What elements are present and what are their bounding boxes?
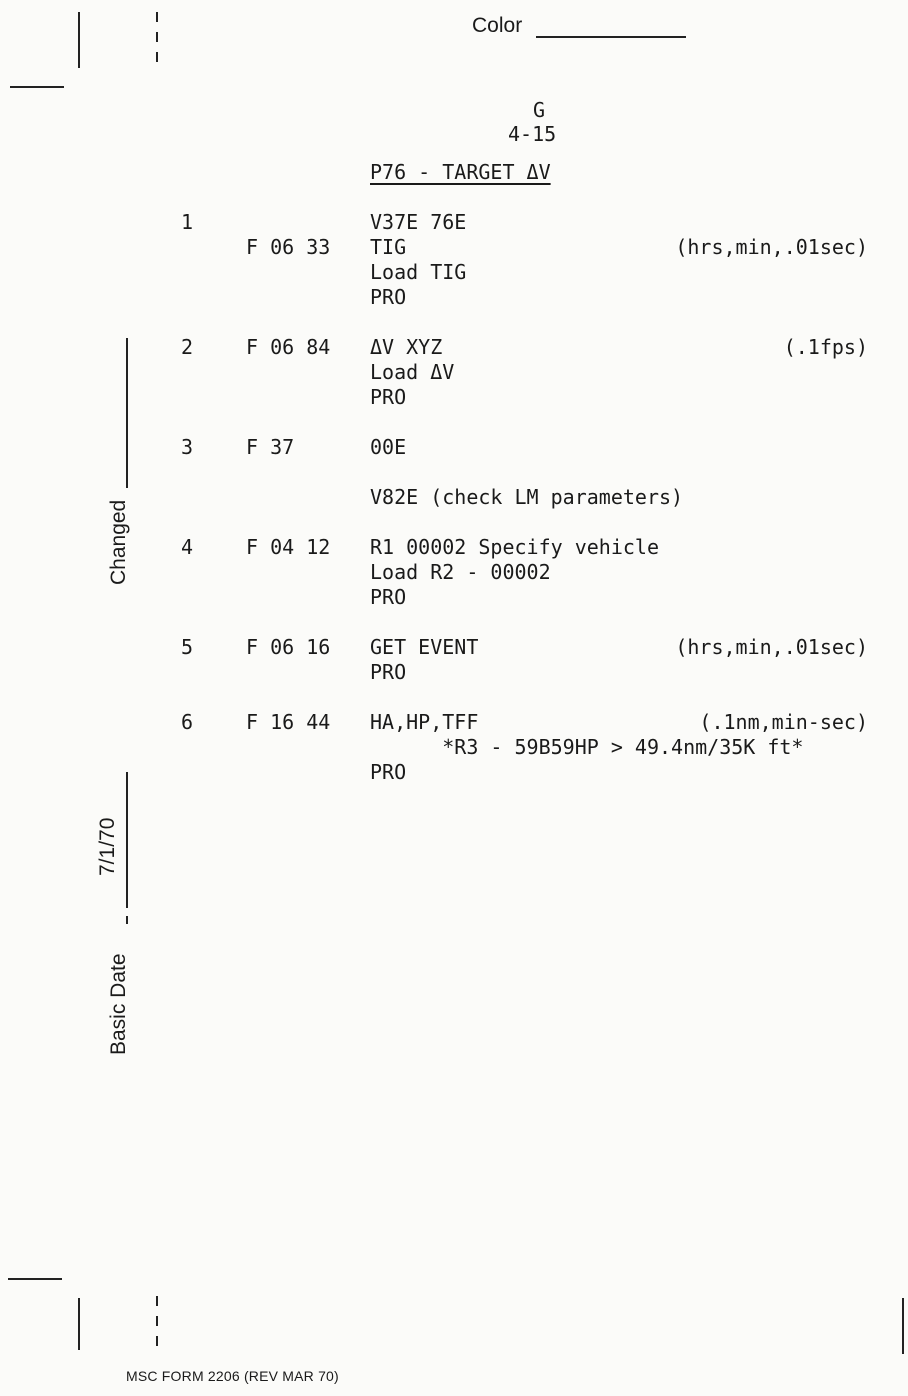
dsky-display-code: F 04 12	[246, 535, 331, 559]
step-instruction: PRO	[370, 760, 407, 784]
step-instruction: 00E	[370, 435, 407, 459]
color-label: Color	[472, 14, 523, 37]
page-number: 4-15	[508, 122, 557, 146]
step-instruction: PRO	[370, 285, 407, 309]
bottom-dash-1	[156, 1296, 158, 1306]
step-instruction: GET EVENT	[370, 635, 479, 659]
step-instruction: ΔV XYZ	[370, 335, 443, 359]
step-instruction: PRO	[370, 385, 407, 409]
step-instruction: V37E 76E	[370, 210, 467, 234]
step-instruction: TIG	[370, 235, 407, 259]
step-instruction: PRO	[370, 585, 407, 609]
top-dash-2	[156, 32, 158, 42]
step-number: 6	[181, 710, 194, 734]
dsky-display-code: F 06 33	[246, 235, 331, 259]
step-instruction: Load ΔV	[370, 360, 455, 384]
changed-label: Changed	[107, 499, 130, 585]
top-left-rule	[10, 86, 64, 88]
changed-rule	[126, 338, 128, 488]
page-title: P76 - TARGET ΔV	[370, 160, 551, 184]
top-left-bar	[78, 12, 80, 68]
step-number: 4	[181, 535, 194, 559]
top-dash-3	[156, 52, 158, 62]
step-number: 2	[181, 335, 194, 359]
bottom-left-rule	[8, 1278, 62, 1280]
color-underline	[536, 36, 686, 38]
page-letter: G	[533, 98, 546, 122]
basic-date-label: Basic Date	[107, 953, 130, 1055]
step-number: 1	[181, 210, 194, 234]
step-instruction: R1 00002 Specify vehicle	[370, 535, 659, 559]
step-number: 3	[181, 435, 194, 459]
bottom-dash-3	[156, 1336, 158, 1346]
step-units: (.1nm,min-sec)	[699, 710, 868, 734]
step-instruction: V82E (check LM parameters)	[370, 485, 684, 509]
step-units: (hrs,min,.01sec)	[675, 235, 868, 259]
step-units: (hrs,min,.01sec)	[675, 635, 868, 659]
color-field	[472, 14, 522, 38]
step-instruction: Load R2 - 00002	[370, 560, 551, 584]
form-label: MSC FORM 2206 (REV MAR 70)	[126, 1368, 339, 1384]
step-instruction: *R3 - 59B59HP > 49.4nm/35K ft*	[370, 735, 804, 759]
dsky-display-code: F 37	[246, 435, 295, 459]
step-units: (.1fps)	[783, 335, 868, 359]
step-instruction: Load TIG	[370, 260, 467, 284]
top-dash-1	[156, 12, 158, 22]
dsky-display-code: F 06 16	[246, 635, 331, 659]
bottom-dash-2	[156, 1316, 158, 1326]
bottom-left-bar	[78, 1298, 80, 1350]
dsky-display-code: F 16 44	[246, 710, 331, 734]
step-number: 5	[181, 635, 194, 659]
basic-date-value: 7/1/70	[96, 817, 119, 876]
step-instruction: HA,HP,TFF	[370, 710, 479, 734]
step-instruction: PRO	[370, 660, 407, 684]
date-rule-top	[126, 772, 128, 908]
dsky-display-code: F 06 84	[246, 335, 331, 359]
bottom-right-bar	[902, 1298, 904, 1354]
date-rule-bottom	[126, 916, 128, 924]
